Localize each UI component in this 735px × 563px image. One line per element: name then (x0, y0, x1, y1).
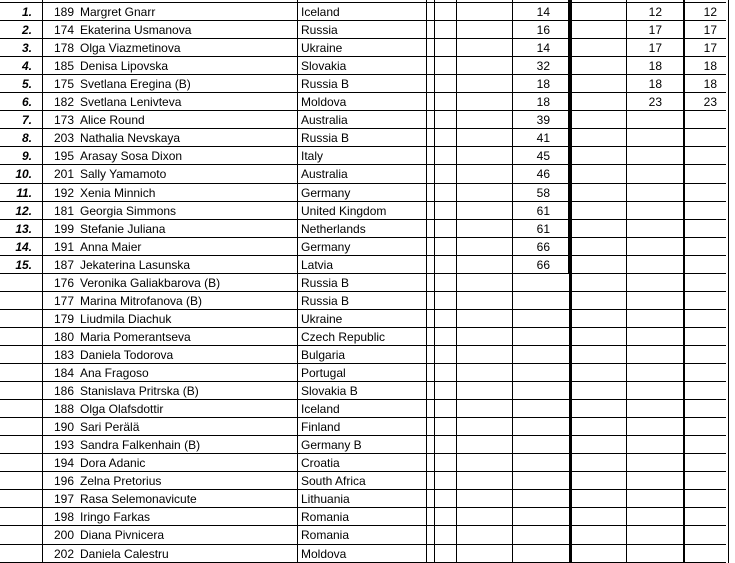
cell-country: United Kingdom (301, 203, 387, 218)
cell-r2: 17 (703, 23, 717, 38)
cell-name: Anna Maier (80, 239, 142, 254)
cell-name: Daniela Todorova (80, 347, 174, 362)
cell-score (514, 400, 550, 418)
row-gridline (0, 399, 42, 400)
cell-bib: 175 (53, 77, 74, 92)
cell-r2 (686, 545, 717, 563)
row-gridline (42, 309, 726, 310)
cell-score (514, 274, 550, 292)
cell-bib: 176 (53, 275, 74, 290)
cell-country: Australia (301, 113, 348, 128)
cell-country: Croatia (301, 456, 340, 471)
cell-r1 (628, 508, 662, 526)
row-gridline (0, 128, 42, 129)
cell-bib: 181 (53, 203, 74, 218)
row-gridline (42, 74, 726, 75)
cell-score: 14 (536, 5, 550, 19)
column-gridline (434, 0, 435, 563)
cell-bib: 194 (53, 456, 74, 471)
cell-country: Russia B (301, 275, 350, 290)
cell-rank (0, 436, 32, 454)
cell-bib: 177 (53, 293, 74, 308)
cell-country: Germany (301, 185, 351, 200)
cell-bib: 201 (53, 167, 74, 182)
row-gridline (0, 363, 42, 364)
cell-country: Russia B (301, 293, 350, 308)
cell-country: Russia B (301, 77, 350, 92)
cell-bib: 202 (53, 546, 74, 561)
cell-rank (0, 346, 32, 364)
row-gridline (0, 471, 42, 472)
row-gridline (42, 92, 726, 93)
cell-score (514, 328, 550, 346)
cell-country: Netherlands (301, 221, 366, 236)
cell-rank (0, 310, 32, 328)
row-gridline (0, 164, 42, 165)
cell-r1 (628, 346, 662, 364)
cell-name: Denisa Lipovska (80, 59, 169, 74)
cell-country: Moldova (301, 95, 347, 110)
row-gridline (0, 38, 42, 39)
cell-name: Daniela Calestru (80, 546, 169, 561)
column-gridline (728, 0, 729, 563)
cell-country: Romania (301, 510, 350, 525)
cell-r1 (628, 490, 662, 508)
cell-rank: 11. (16, 185, 32, 200)
cell-r2 (686, 274, 717, 292)
cell-r1 (628, 274, 662, 292)
column-gridline (426, 0, 427, 563)
column-gridline (297, 0, 298, 563)
cell-country: Moldova (301, 546, 347, 561)
cell-r2: 23 (703, 95, 717, 110)
column-gridline (42, 0, 43, 563)
row-gridline (0, 309, 42, 310)
cell-name: Dora Adanic (80, 456, 146, 471)
cell-name: Stanislava Pritrska (B) (80, 384, 199, 399)
cell-bib: 191 (53, 239, 74, 254)
column-gridline (456, 0, 457, 563)
row-gridline (42, 327, 726, 328)
cell-score (514, 364, 550, 382)
cell-r1 (628, 454, 662, 472)
cell-r2 (686, 165, 717, 183)
cell-r1 (628, 418, 662, 436)
cell-score (514, 454, 550, 472)
cell-country: Russia B (301, 131, 350, 146)
cell-r1 (628, 472, 662, 490)
cell-score: 39 (536, 113, 550, 128)
cell-r2 (686, 454, 717, 472)
cell-r1 (628, 292, 662, 310)
cell-score: 46 (536, 167, 550, 182)
row-gridline (42, 417, 726, 418)
row-gridline (42, 201, 726, 202)
column-gridline (683, 0, 685, 563)
cell-r2 (686, 436, 717, 454)
row-gridline (42, 435, 726, 436)
cell-r2 (686, 400, 717, 418)
cell-r2 (686, 220, 717, 238)
cell-score: 45 (536, 149, 550, 164)
cell-r2 (686, 346, 717, 364)
cell-r1: 23 (648, 95, 662, 110)
cell-name: Ana Fragoso (80, 366, 149, 380)
cell-r1 (628, 364, 662, 382)
cell-name: Svetlana Lenivteva (80, 95, 182, 110)
cell-score (514, 436, 550, 454)
cell-rank (0, 526, 32, 544)
cell-rank: 10. (15, 167, 32, 182)
cell-r2: 17 (703, 41, 717, 56)
cell-rank (0, 545, 32, 563)
cell-bib: 174 (53, 23, 74, 38)
column-gridline (512, 0, 513, 563)
row-gridline (0, 146, 42, 147)
cell-name: Sally Yamamoto (80, 167, 167, 182)
cell-bib: 190 (53, 420, 74, 435)
cell-r2 (686, 490, 717, 508)
cell-bib: 189 (53, 5, 74, 19)
cell-rank (0, 382, 32, 400)
cell-r1 (628, 400, 662, 418)
row-gridline (42, 381, 726, 382)
cell-r2 (686, 310, 717, 328)
cell-r1: 12 (648, 5, 662, 19)
row-gridline (42, 453, 726, 454)
row-gridline (0, 381, 42, 382)
cell-rank (0, 364, 32, 382)
cell-name: Ekaterina Usmanova (80, 23, 192, 38)
row-gridline (0, 435, 42, 436)
row-gridline (0, 237, 42, 238)
cell-bib: 173 (53, 113, 74, 128)
cell-country: Ukraine (301, 311, 343, 326)
cell-r1 (628, 129, 662, 147)
cell-r2 (686, 382, 717, 400)
cell-r2 (686, 147, 717, 165)
cell-rank: 14. (15, 239, 32, 254)
cell-name: Nathalia Nevskaya (80, 131, 181, 146)
row-gridline (0, 489, 42, 490)
cell-r1 (628, 238, 662, 256)
row-gridline (42, 489, 726, 490)
cell-rank: 13. (15, 221, 32, 236)
cell-rank: 6. (21, 95, 32, 110)
row-gridline (0, 453, 42, 454)
cell-rank: 9. (21, 149, 32, 164)
cell-rank (0, 472, 32, 490)
cell-country: Russia (301, 23, 338, 38)
cell-score: 16 (536, 23, 550, 38)
cell-score: 61 (536, 203, 550, 218)
row-gridline (42, 525, 726, 526)
cell-r2 (686, 364, 717, 382)
row-gridline (0, 110, 42, 111)
cell-r1 (628, 111, 662, 129)
cell-score: 66 (536, 257, 550, 272)
cell-r2 (686, 292, 717, 310)
cell-bib: 193 (53, 438, 74, 453)
cell-score (514, 526, 550, 544)
cell-r1 (628, 256, 662, 274)
cell-country: Bulgaria (301, 347, 346, 362)
cell-r2 (686, 418, 717, 436)
cell-r1 (628, 165, 662, 183)
cell-country: Germany B (301, 438, 362, 453)
cell-name: Maria Pomerantseva (80, 329, 191, 344)
cell-bib: 187 (53, 257, 74, 272)
cell-name: Xenia Minnich (80, 185, 156, 200)
row-gridline (42, 363, 726, 364)
row-gridline (0, 20, 42, 21)
row-gridline (42, 2, 726, 3)
cell-r2 (686, 129, 717, 147)
cell-rank (0, 418, 32, 436)
cell-bib: 184 (53, 366, 74, 380)
row-gridline (42, 471, 726, 472)
cell-rank (0, 274, 32, 292)
cell-r2 (686, 526, 717, 544)
row-gridline (42, 183, 726, 184)
cell-bib: 180 (53, 329, 74, 344)
cell-bib: 198 (53, 510, 74, 525)
cell-country: Lithuania (301, 492, 350, 507)
cell-bib: 182 (53, 95, 74, 110)
cell-name: Sari Perälä (80, 420, 140, 435)
cell-bib: 185 (53, 59, 74, 74)
cell-score (514, 472, 550, 490)
cell-bib: 178 (53, 41, 74, 56)
cell-bib: 203 (53, 131, 74, 146)
cell-r2 (686, 328, 717, 346)
cell-r1 (628, 526, 662, 544)
row-gridline (42, 20, 726, 21)
cell-r2: 12 (703, 5, 717, 19)
row-gridline (0, 255, 42, 256)
cell-name: Liudmila Diachuk (80, 311, 172, 326)
cell-rank: 8. (21, 131, 32, 146)
column-gridline (626, 0, 627, 563)
cell-rank (0, 490, 32, 508)
row-gridline (0, 327, 42, 328)
row-gridline (0, 201, 42, 202)
cell-r1 (628, 220, 662, 238)
cell-country: Slovakia B (301, 384, 358, 399)
cell-score: 61 (536, 221, 550, 236)
cell-bib: 188 (53, 402, 74, 417)
cell-r1 (628, 184, 662, 202)
row-gridline (0, 525, 42, 526)
row-gridline (42, 237, 726, 238)
cell-score: 14 (536, 41, 550, 56)
cell-name: Svetlana Eregina (B) (80, 77, 191, 92)
cell-score: 32 (536, 59, 550, 74)
cell-bib: 179 (53, 311, 74, 326)
cell-rank (0, 508, 32, 526)
cell-score: 18 (536, 77, 550, 92)
cell-score: 66 (536, 239, 550, 254)
cell-r2 (686, 111, 717, 129)
cell-name: Veronika Galiakbarova (B) (80, 275, 221, 290)
cell-rank: 5. (21, 77, 32, 92)
cell-rank: 12. (15, 203, 32, 218)
cell-bib: 186 (53, 384, 74, 399)
cell-r1: 17 (648, 23, 662, 38)
cell-country: Portugal (301, 366, 346, 380)
row-gridline (0, 507, 42, 508)
row-gridline (0, 273, 42, 274)
cell-bib: 197 (53, 492, 74, 507)
cell-r2 (686, 256, 717, 274)
cell-rank (0, 328, 32, 346)
cell-rank (0, 292, 32, 310)
row-gridline (42, 110, 726, 111)
cell-score (514, 545, 550, 563)
cell-r2 (686, 184, 717, 202)
row-gridline (42, 219, 726, 220)
row-gridline (42, 164, 726, 165)
cell-r2: 18 (703, 77, 717, 92)
cell-name: Rasa Selemonavicute (80, 492, 197, 507)
row-gridline (0, 417, 42, 418)
cell-r1: 18 (648, 59, 662, 74)
row-gridline (42, 38, 726, 39)
cell-score (514, 292, 550, 310)
cell-country: Romania (301, 528, 350, 543)
row-gridline (42, 345, 726, 346)
cell-score (514, 508, 550, 526)
cell-rank: 7. (21, 113, 32, 128)
cell-country: Iceland (301, 402, 340, 417)
row-gridline (0, 183, 42, 184)
cell-r1 (628, 147, 662, 165)
cell-name: Georgia Simmons (80, 203, 177, 218)
cell-country: Latvia (301, 257, 334, 272)
cell-score (514, 310, 550, 328)
cell-country: South Africa (301, 474, 366, 489)
cell-bib: 192 (53, 185, 74, 200)
row-gridline (42, 291, 726, 292)
row-gridline (42, 507, 726, 508)
row-gridline (0, 92, 42, 93)
row-gridline (42, 255, 726, 256)
cell-rank (0, 454, 32, 472)
row-gridline (42, 146, 726, 147)
cell-country: Australia (301, 167, 348, 182)
cell-rank: 15. (15, 257, 32, 272)
cell-r1 (628, 328, 662, 346)
cell-country: Iceland (301, 5, 340, 19)
cell-score (514, 418, 550, 436)
cell-country: Ukraine (301, 41, 343, 56)
cell-name: Sandra Falkenhain (B) (80, 438, 201, 453)
cell-name: Diana Pivnicera (80, 528, 165, 543)
row-gridline (42, 273, 726, 274)
cell-score: 41 (536, 131, 550, 146)
row-gridline (0, 74, 42, 75)
cell-name: Margret Gnarr (80, 5, 156, 19)
cell-r1 (628, 202, 662, 220)
row-gridline (42, 128, 726, 129)
row-gridline (0, 2, 42, 3)
cell-country: Czech Republic (301, 329, 386, 344)
cell-score: 58 (536, 185, 550, 200)
row-gridline (42, 399, 726, 400)
cell-r1 (628, 436, 662, 454)
cell-r2 (686, 202, 717, 220)
row-gridline (0, 345, 42, 346)
row-gridline (0, 56, 42, 57)
cell-name: Alice Round (80, 113, 145, 128)
cell-r1 (628, 545, 662, 563)
row-gridline (0, 291, 42, 292)
cell-r1 (628, 382, 662, 400)
cell-rank: 1. (21, 5, 32, 19)
cell-bib: 195 (53, 149, 74, 164)
cell-name: Jekaterina Lasunska (80, 257, 191, 272)
cell-name: Zelna Pretorius (80, 474, 162, 489)
cell-country: Slovakia (301, 59, 347, 74)
cell-name: Olga Viazmetinova (80, 41, 181, 56)
row-gridline (42, 56, 726, 57)
cell-rank: 4. (21, 59, 32, 74)
score-column-separator (568, 0, 571, 274)
cell-country: Italy (301, 149, 324, 164)
cell-r1: 17 (648, 41, 662, 56)
cell-r2: 18 (703, 59, 717, 74)
cell-name: Iringo Farkas (80, 510, 151, 525)
cell-r2 (686, 238, 717, 256)
cell-score (514, 382, 550, 400)
row-gridline (0, 544, 42, 545)
cell-score (514, 346, 550, 364)
cell-bib: 196 (53, 474, 74, 489)
cell-bib: 200 (53, 528, 74, 543)
cell-score: 18 (536, 95, 550, 110)
cell-name: Olga Olafsdottir (80, 402, 164, 417)
cell-bib: 199 (53, 221, 74, 236)
cell-score (514, 490, 550, 508)
cell-rank: 3. (21, 41, 32, 56)
cell-country: Germany (301, 239, 351, 254)
cell-rank: 2. (21, 23, 32, 38)
cell-country: Finland (301, 420, 341, 435)
row-gridline (0, 219, 42, 220)
cell-r2 (686, 472, 717, 490)
row-gridline (42, 544, 726, 545)
cell-rank (0, 400, 32, 418)
cell-name: Marina Mitrofanova (B) (80, 293, 203, 308)
cell-r1: 18 (648, 77, 662, 92)
cell-bib: 183 (53, 347, 74, 362)
cell-name: Stefanie Juliana (80, 221, 166, 236)
cell-r1 (628, 310, 662, 328)
cell-name: Arasay Sosa Dixon (80, 149, 183, 164)
cell-r2 (686, 508, 717, 526)
